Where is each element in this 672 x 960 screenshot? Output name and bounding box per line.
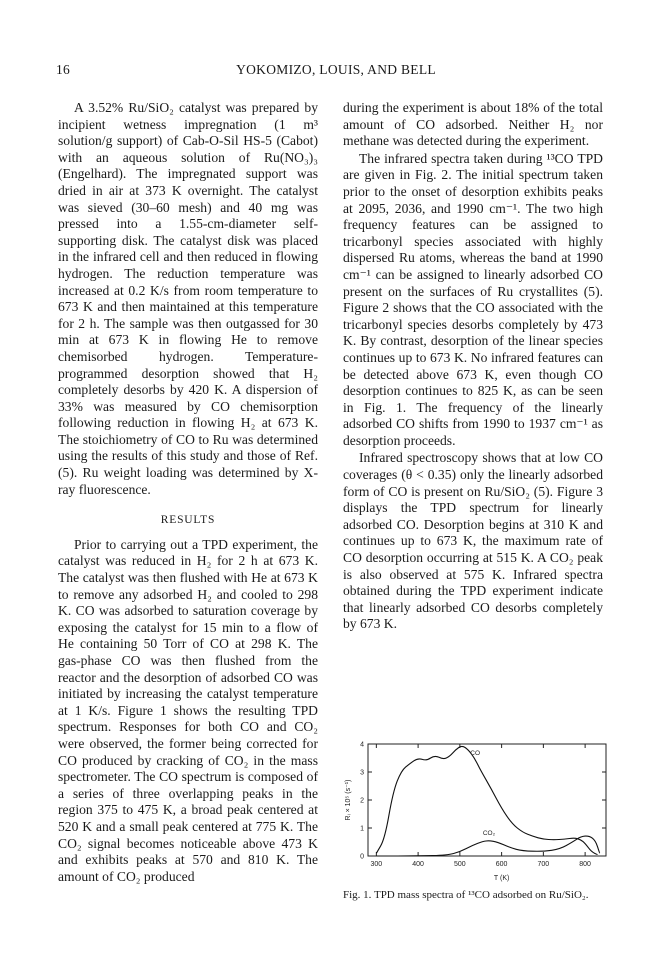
- x-tick-label: 500: [454, 861, 466, 868]
- infrared-paragraph: The infrared spectra taken during ¹³CO TPD are given in Fig. 2. The initial spectrum taken prior to the onset of desorption exhibits peaks at 2095, 2036, and 1990 cm⁻¹. The two high frequency features can be assigned to tricarbonyl species associated with highly dispersed Ru atoms, whereas the band at 1990 cm⁻¹ can be assigned to linearly adsorbed CO present on the surfaces of Ru crystallites (5). Figure 2 shows that the CO associated with the tricarbonyl species desorbs completely by 473 K. By contrast, desorption of the linear species continues up to 673 K. No infrared features can be detected above 673 K, even though CO desorption continues to 825 K, as can be seen in Fig. 1. The frequency of the linearly adsorbed CO shifts from 1990 to 1937 cm⁻¹ as desorption proceeds.: [343, 150, 603, 448]
- y-tick-label: 4: [360, 741, 364, 749]
- low-coverage-paragraph: Infrared spectroscopy shows that at low CO coverages (θ < 0.35) only the linearly adsorbed form of CO is present on Ru/SiO₂ (5). Figure 3 displays the TPD spectrum for linearly adsorbed CO. Desorption begins at 310 K and continues up to 673 K, the maximum rate of CO desorption occurring at 515 K. A CO₂ peak is also observed at 575 K. Infrared spectra obtained during the TPD experiment indicate that linearly adsorbed CO desorbs completely by 673 K.: [343, 450, 603, 632]
- tpd-chart: [340, 738, 610, 884]
- methods-paragraph: A 3.52% Ru/SiO₂ catalyst was prepared by incipient wetness impregnation (1 m³ solution/g support) of Cab-O-Sil HS-5 (Cabot) with an aqueous solution of Ru(NO₃)₃ (Engelhard). The impregnated support was dried in air at 373 K overnight. The catalyst was sieved (30–60 mesh) and 40 mg was pressed into a 1.55-cm-diameter self-supporting disk. The catalyst disk was placed in the infrared cell and then reduced in flowing hydrogen. The reduction temperature was increased at 0.2 K/s from room temperature to 673 K and then maintained at this temperature for 2 h. The sample was then outgassed for 30 min at 673 K in flowing He to remove chemisorbed hydrogen. Temperature-programmed desorption showed that H₂ completely desorbs by 420 K. A dispersion of 33% was measured by CO chemisorption following reduction in flowing H₂ at 673 K. The stoichiometry of CO to Ru was determined using the results of this study and those of Ref. (5). Ru weight loading was determined by X-ray fluorescence.: [58, 100, 318, 497]
- co2-series-label: CO₂: [482, 830, 496, 837]
- y-tick-label: 3: [360, 769, 364, 777]
- x-axis-label: T (K): [493, 875, 510, 882]
- y-axis-label: Rᵢ × 10⁵ (s⁻¹): [345, 779, 352, 821]
- left-column: [58, 100, 318, 885]
- co-series-line: [376, 746, 597, 854]
- x-tick-label: 800: [579, 861, 591, 868]
- x-tick-label: 400: [412, 861, 424, 868]
- x-tick-label: 700: [537, 861, 550, 868]
- x-tick-label: 300: [370, 861, 383, 868]
- running-head: YOKOMIZO, LOUIS, AND BELL: [236, 62, 436, 77]
- section-heading-results: RESULTS: [160, 514, 216, 527]
- y-tick-label: 1: [360, 825, 364, 833]
- x-tick-label: 600: [495, 861, 508, 868]
- y-tick-label: 0: [360, 853, 364, 861]
- y-tick-label: 2: [360, 797, 364, 805]
- page-header: [56, 62, 616, 80]
- continued-paragraph: during the experiment is about 18% of the total amount of CO adsorbed. Neither H₂ nor methane was detected during the experiment.: [343, 100, 603, 149]
- results-paragraph: Prior to carrying out a TPD experiment, the catalyst was reduced in H₂ for 2 h at 673 K. The catalyst was then flushed with He at 673 K to remove any adsorbed H₂ and cooled to 298 K. CO was adsorbed to saturation coverage by exposing the catalyst for 15 min to a flow of He containing 50 Torr of CO at 298 K. The gas-phase CO was then flushed from the reactor and the desorption of adsorbed CO was initiated by increasing the catalyst temperature at 1 K/s. Figure 1 shows the resulting TPD spectrum. Responses for both CO and CO₂ were observed, the former being corrected for CO produced by cracking of CO₂ in the mass spectrometer. The CO spectrum is composed of a series of three overlapping peaks in the region 375 to 475 K, a broad peak centered at 520 K and a small peak centered at 775 K. The CO₂ signal becomes noticeable above 473 K and exhibits peaks at 570 and 810 K. The amount of CO₂ produced: [58, 536, 318, 884]
- page-number: 16: [56, 62, 71, 77]
- plot-frame: [368, 744, 606, 856]
- co-series-label: CO: [470, 750, 481, 758]
- right-column: [343, 100, 603, 633]
- figure-1: [340, 738, 610, 884]
- figure-caption: Fig. 1. TPD mass spectra of ¹³CO adsorbed on Ru/SiO₂.: [343, 889, 589, 901]
